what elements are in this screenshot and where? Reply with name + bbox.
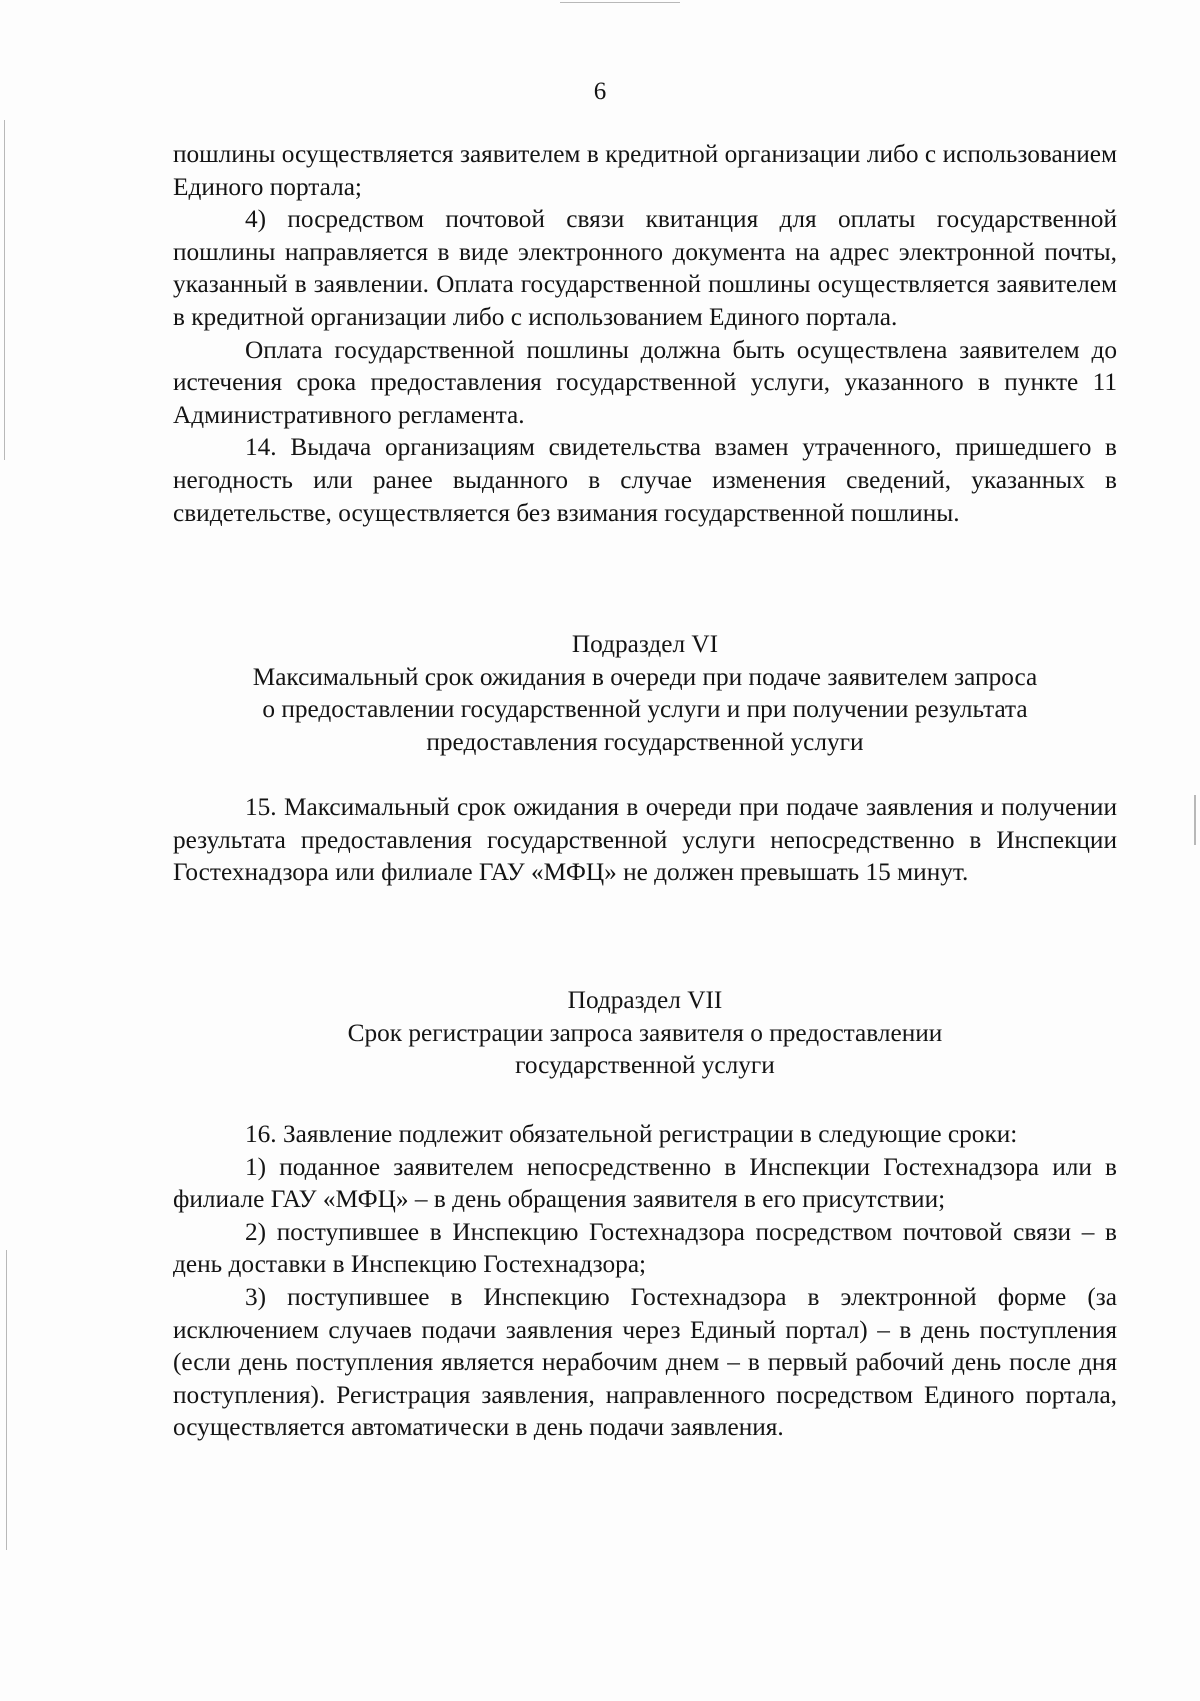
section-heading-line: Максимальный срок ожидания в очереди при подаче заявителем запроса [252,662,1038,691]
scan-edge-mark [1194,795,1196,845]
section-title: Подраздел VI [571,630,719,658]
section-heading-line: о предоставлении государственной услуги и при получении результата [262,695,1028,724]
text-block-payment [173,138,1117,529]
section-heading-vii [173,984,1117,1082]
paragraph: Оплата государственной пошлины должна быть осуществлена заявителем до истечения срока предоставления государственной услуги, указанного в пункте 11 Административного регламента. [173,335,1117,429]
section-heading-line: предоставления государственной услуги [426,727,864,756]
section-heading-line: Срок регистрации запроса заявителя о предоставлении [347,1018,943,1047]
paragraph: 3) поступившее в Инспекцию Гостехнадзора в электронной форме (за исключением случаев подачи заявления через Единый портал) – в день поступления (если день поступления является нерабочим днем – в первый рабочий день после дня поступления). Регистрация заявления, направленного посредством Единого портала, осуществляется автоматически в день подачи заявления. [173,1282,1117,1442]
paragraph: 2) поступившее в Инспекцию Гостехнадзора посредством почтовой связи – в день доставки в Инспекцию Гостехнадзора; [173,1217,1117,1279]
scan-edge-mark [4,120,5,460]
paragraph: 4) посредством почтовой связи квитанция для оплаты государственной пошлины направляется в виде электронного документа на адрес электронной почты, указанный в заявлении. Оплата государственной пошлины осуществляется заявителем в кредитной организации либо с использованием Единого портала. [173,205,1117,331]
page-number: 6 [593,78,607,105]
section-heading-line: государственной услуги [515,1051,775,1080]
paragraph: 14. Выдача организациям свидетельства взамен утраченного, пришедшего в негодность или ранее выданного в случае изменения сведений, указанных в свидетельстве, осуществляется без взимания государственной пошлины. [173,433,1117,527]
text-block-registration [173,1118,1117,1444]
paragraph: 16. Заявление подлежит обязательной регистрации в следующие сроки: [245,1120,1018,1148]
text-block-waiting-time [173,791,1117,889]
section-heading-vi [173,628,1117,758]
paragraph: пошлины осуществляется заявителем в кредитной организации либо с использованием Единого портала; [173,140,1117,201]
scan-edge-mark [560,2,680,3]
section-title: Подраздел VII [567,986,723,1014]
scan-edge-mark [6,1250,7,1550]
paragraph: 15. Максимальный срок ожидания в очереди при подаче заявления и получении результата предоставления государственной услуги непосредственно в Инспекции Гостехнадзора или филиале ГАУ «МФЦ» не должен превышать 15 минут. [173,793,1117,887]
paragraph: 1) поданное заявителем непосредственно в Инспекции Гостехнадзора или в филиале ГАУ «МФЦ» – в день обращения заявителя в его присутствии; [173,1152,1117,1214]
